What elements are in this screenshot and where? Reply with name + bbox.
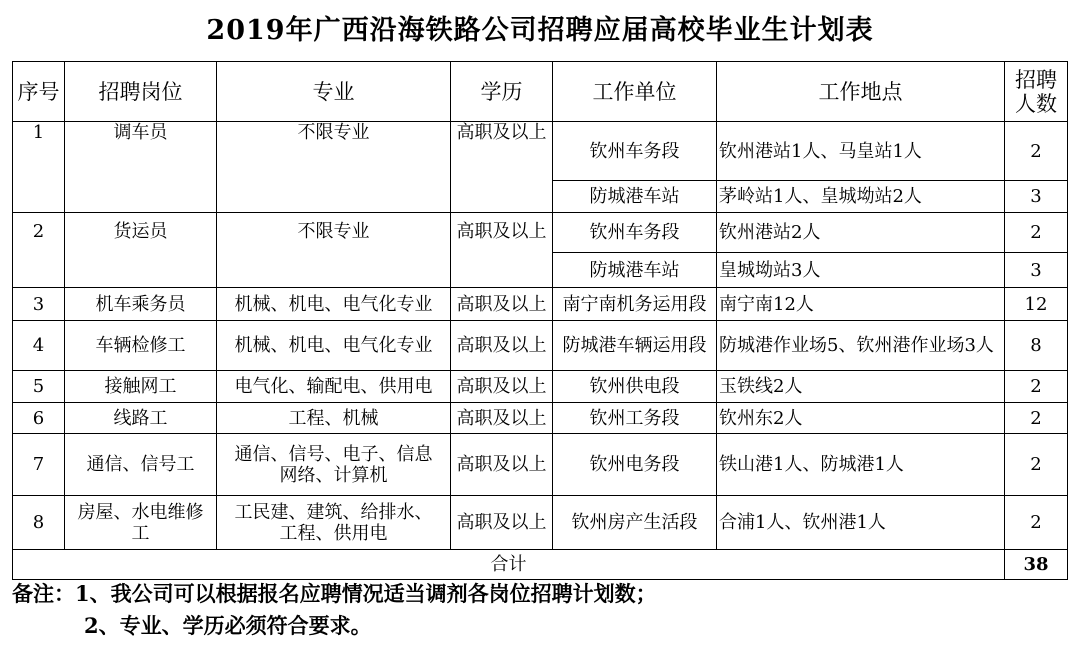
cell-count: 2: [1005, 434, 1068, 496]
notes: [12, 578, 657, 642]
cell-position: 机车乘务员: [65, 288, 217, 321]
note-1: 备注：1、我公司可以根据报名应聘情况适当调剂各岗位招聘计划数；: [12, 581, 657, 606]
cell-unit: 钦州房产生活段: [553, 496, 717, 550]
header-position: 招聘岗位: [65, 62, 217, 122]
cell-unit: 钦州供电段: [553, 371, 717, 403]
cell-seq: 7: [13, 434, 65, 496]
table-row: [13, 403, 1068, 434]
header-row: [13, 62, 1068, 122]
cell-count: 8: [1005, 321, 1068, 371]
header-unit: 工作单位: [553, 62, 717, 122]
table-row: [13, 434, 1068, 496]
total-value: 38: [1005, 550, 1068, 580]
cell-major: 机械、机电、电气化专业: [217, 321, 451, 371]
cell-seq: 4: [13, 321, 65, 371]
cell-position: 通信、信号工: [65, 434, 217, 496]
cell-seq: 3: [13, 288, 65, 321]
cell-major: 工程、机械: [217, 403, 451, 434]
cell-location: 皇城坳站3人: [717, 253, 1005, 288]
cell-unit: 南宁南机务运用段: [553, 288, 717, 321]
cell-education: 高职及以上: [451, 496, 553, 550]
cell-major: 机械、机电、电气化专业: [217, 288, 451, 321]
table-row: [13, 371, 1068, 403]
cell-unit: 钦州车务段: [553, 122, 717, 181]
header-seq: 序号: [13, 62, 65, 122]
cell-count: 3: [1005, 253, 1068, 288]
cell-seq: 6: [13, 403, 65, 434]
cell-seq: 8: [13, 496, 65, 550]
header-education: 学历: [451, 62, 553, 122]
table-row: [13, 122, 1068, 181]
cell-major: 不限专业: [217, 213, 451, 288]
table-row: [13, 321, 1068, 371]
cell-unit: 钦州车务段: [553, 213, 717, 253]
cell-unit: 防城港车站: [553, 181, 717, 213]
cell-count: 2: [1005, 213, 1068, 253]
cell-location: 钦州港站2人: [717, 213, 1005, 253]
cell-position: 调车员: [65, 122, 217, 213]
cell-location: 铁山港1人、防城港1人: [717, 434, 1005, 496]
cell-location: 南宁南12人: [717, 288, 1005, 321]
total-row: [13, 550, 1068, 580]
cell-major: 电气化、输配电、供用电: [217, 371, 451, 403]
cell-count: 3: [1005, 181, 1068, 213]
note-2: 2、专业、学历必须符合要求。: [84, 613, 372, 638]
cell-count: 2: [1005, 403, 1068, 434]
table-row: [13, 496, 1068, 550]
cell-education: 高职及以上: [451, 403, 553, 434]
cell-location: 茅岭站1人、皇城坳站2人: [717, 181, 1005, 213]
cell-location: 防城港作业场5、钦州港作业场3人: [717, 321, 1005, 371]
cell-education: 高职及以上: [451, 371, 553, 403]
cell-unit: 钦州电务段: [553, 434, 717, 496]
cell-major: 不限专业: [217, 122, 451, 213]
cell-count: 2: [1005, 496, 1068, 550]
cell-position: 房屋、水电维修工: [65, 496, 217, 550]
cell-position: 货运员: [65, 213, 217, 288]
cell-position: 线路工: [65, 403, 217, 434]
cell-seq: 5: [13, 371, 65, 403]
cell-education: 高职及以上: [451, 321, 553, 371]
cell-seq: 1: [13, 122, 65, 213]
cell-location: 合浦1人、钦州港1人: [717, 496, 1005, 550]
cell-location: 玉铁线2人: [717, 371, 1005, 403]
cell-count: 12: [1005, 288, 1068, 321]
cell-education: 高职及以上: [451, 434, 553, 496]
cell-count: 2: [1005, 371, 1068, 403]
table-row: [13, 213, 1068, 253]
cell-unit: 防城港车站: [553, 253, 717, 288]
cell-seq: 2: [13, 213, 65, 288]
recruitment-plan-table: [12, 61, 1068, 580]
cell-position: 车辆检修工: [65, 321, 217, 371]
cell-major: 工民建、建筑、给排水、工程、供用电: [217, 496, 451, 550]
header-location: 工作地点: [717, 62, 1005, 122]
cell-education: 高职及以上: [451, 288, 553, 321]
cell-location: 钦州东2人: [717, 403, 1005, 434]
total-label: 合计: [13, 550, 1005, 580]
cell-position: 接触网工: [65, 371, 217, 403]
cell-location: 钦州港站1人、马皇站1人: [717, 122, 1005, 181]
cell-unit: 防城港车辆运用段: [553, 321, 717, 371]
cell-education: 高职及以上: [451, 122, 553, 213]
header-count: 招聘人数: [1005, 62, 1068, 122]
cell-major: 通信、信号、电子、信息网络、计算机: [217, 434, 451, 496]
cell-count: 2: [1005, 122, 1068, 181]
header-major: 专业: [217, 62, 451, 122]
cell-education: 高职及以上: [451, 213, 553, 288]
page-title: 2019年广西沿海铁路公司招聘应届高校毕业生计划表: [206, 15, 874, 46]
cell-unit: 钦州工务段: [553, 403, 717, 434]
table-row: [13, 288, 1068, 321]
